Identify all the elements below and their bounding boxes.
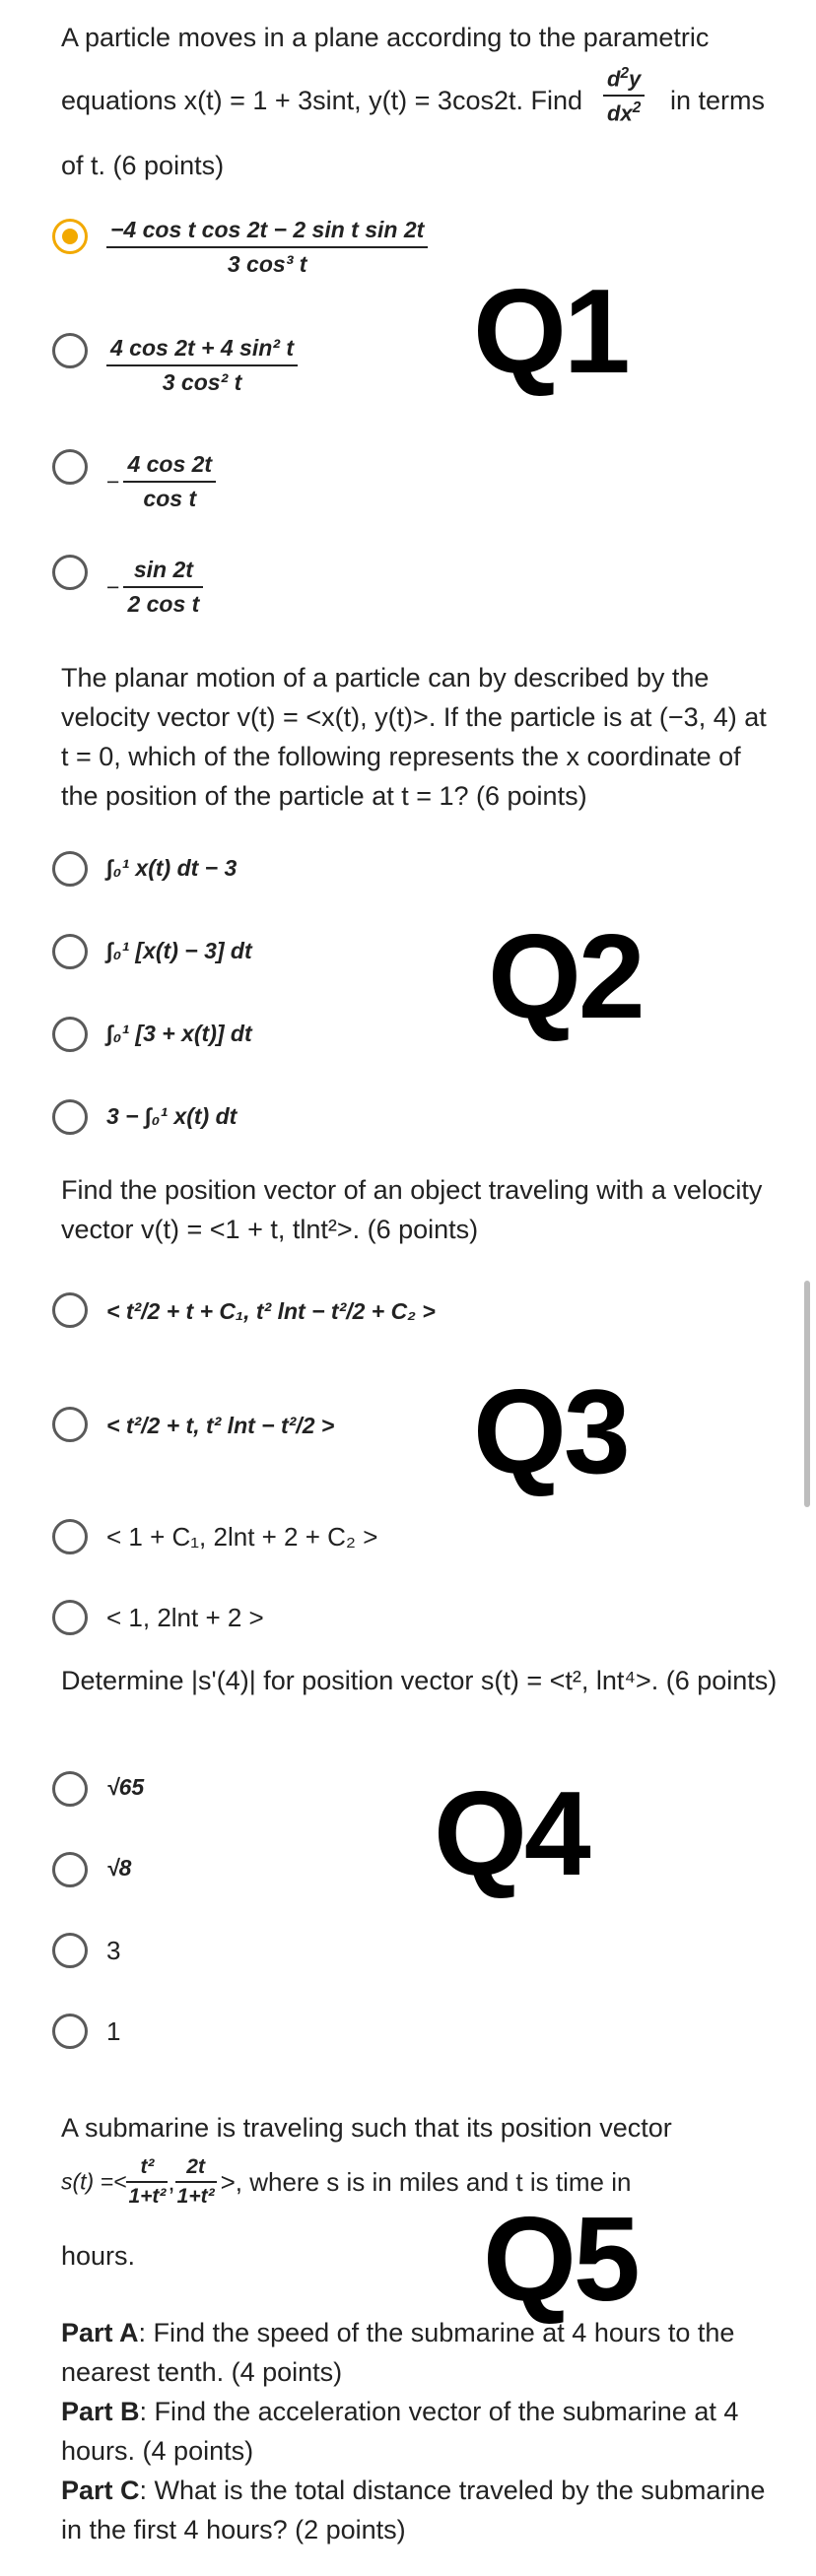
q5-frac1-den: 1+t² [128, 2185, 167, 2208]
q5-part-a [61, 2313, 781, 2392]
q4-option-1-radio[interactable] [52, 1771, 88, 1807]
q3-text: Find the position vector of an object traveling with a velocity vector v(t) = <1 + t, tlnt²>. (6 points) [61, 1175, 763, 1244]
q5-part-a-label: Part A [61, 2318, 139, 2347]
q5-part-b-label: Part B [61, 2397, 140, 2426]
q1-option-4-denominator: 2 cos t [127, 591, 200, 617]
q3-option-1[interactable]: < t²/2 + t + C₁, t² lnt − t²/2 + C₂ > [106, 1298, 436, 1324]
scrollbar-thumb[interactable] [804, 1281, 810, 1507]
q5-part-b [61, 2392, 781, 2471]
q1-option-2-denominator: 3 cos² t [162, 369, 242, 395]
q3-option-2[interactable]: < t²/2 + t, t² lnt − t²/2 > [106, 1413, 335, 1438]
q3-option-4[interactable]: < 1, 2lnt + 2 > [106, 1603, 264, 1632]
q1-option-4-sign: − [106, 573, 120, 600]
q1-label: Q1 [473, 264, 628, 398]
q2-option-4[interactable]: 3 − ∫₀¹ x(t) dt [106, 1103, 238, 1129]
q1-option-3-radio[interactable] [52, 449, 88, 485]
q1-option-3[interactable] [106, 451, 216, 512]
q3-option-2-radio[interactable] [52, 1407, 88, 1442]
q5-part-c-text: : What is the total distance traveled by the submarine in the first 4 hours? (2 points) [61, 2476, 766, 2544]
q2-option-3-radio[interactable] [52, 1017, 88, 1052]
q2-text: The planar motion of a particle can by described by the velocity vector v(t) = <x(t), y(t)>. If the particle is at (−3, 4) at t = 0, which of the following represents the x coordinate of the position of the particle at t = 1? (6 points) [61, 663, 767, 811]
q5-part-a-text: : Find the speed of the submarine at 4 hours to the nearest tenth. (4 points) [61, 2318, 735, 2387]
q2-option-1-radio[interactable] [52, 851, 88, 887]
q1-option-1-numerator: −4 cos t cos 2t − 2 sin t sin 2t [106, 217, 428, 248]
q1-option-4-numerator: sin 2t [123, 557, 203, 588]
q2-label: Q2 [488, 909, 643, 1043]
q5-part-b-text: : Find the acceleration vector of the submarine at 4 hours. (4 points) [61, 2397, 739, 2466]
q3-label: Q3 [473, 1364, 628, 1498]
q1-option-3-denominator: cos t [143, 486, 197, 511]
q3-option-1-radio[interactable] [52, 1292, 88, 1328]
q4-text: Determine |s'(4)| for position vector s(t) = <t², lnt⁴>. (6 points) [61, 1666, 778, 1695]
q2-option-3[interactable]: ∫₀¹ [3 + x(t)] dt [106, 1021, 252, 1046]
q4-label: Q4 [434, 1766, 588, 1900]
q4-option-3-radio[interactable] [52, 1933, 88, 1968]
q5-eq-suffix: >, where s is in miles and t is time in [220, 2166, 632, 2197]
q3-option-3[interactable]: < 1 + C₁, 2lnt + 2 + C₂ > [106, 1522, 378, 1552]
q1-text-line-2: equations x(t) = 1 + 3sint, y(t) = 3cos2t. Find [61, 86, 583, 115]
q1-option-1-radio[interactable] [52, 219, 88, 254]
q5-label: Q5 [483, 2192, 638, 2326]
q5-part-c [61, 2471, 781, 2549]
q2-option-4-radio[interactable] [52, 1099, 88, 1135]
q4-option-2[interactable]: √8 [106, 1855, 132, 1881]
q4-option-4[interactable]: 1 [106, 2016, 121, 2046]
q5-frac1-num: t² [126, 2155, 168, 2183]
q2-option-1[interactable]: ∫₀¹ x(t) dt − 3 [106, 855, 238, 881]
q3-option-4-radio[interactable] [52, 1600, 88, 1635]
q2-option-2[interactable]: ∫₀¹ [x(t) − 3] dt [106, 938, 252, 963]
q1-text-line-3: of t. (6 points) [61, 151, 225, 180]
q2-option-2-radio[interactable] [52, 934, 88, 969]
q1-option-2-radio[interactable] [52, 333, 88, 368]
q4-option-3[interactable]: 3 [106, 1936, 121, 1965]
q5-text-line-1: A submarine is traveling such that its position vector [61, 2113, 672, 2143]
q4-option-4-radio[interactable] [52, 2014, 88, 2049]
q4-option-2-radio[interactable] [52, 1852, 88, 1887]
q1-option-4-radio[interactable] [52, 555, 88, 590]
q5-text-line-3: hours. [61, 2241, 136, 2271]
q4-option-1[interactable]: √65 [106, 1774, 145, 1800]
q5-position-equation: s(t) =< $\frac{\text{t²}}{\text{1+t²}}$ , $\frac{2t}{\text{1+t²}}$ >, where s is in miles and t is time in [61, 2155, 632, 2208]
q1-text-line-1: A particle moves in a plane according to the parametric [61, 23, 710, 52]
q5-eq-prefix: s(t) =< [61, 2168, 127, 2195]
q1-option-3-sign: − [106, 468, 120, 495]
q5-frac2-den: 1+t² [176, 2185, 215, 2208]
q1-option-3-numerator: 4 cos 2t [123, 451, 216, 483]
q3-option-3-radio[interactable] [52, 1519, 88, 1554]
q1-option-1[interactable] [106, 217, 428, 278]
q1-option-4[interactable] [106, 557, 203, 618]
q1-text-line-2b: in terms [670, 86, 766, 115]
q1-derivative-expression: $\frac{d^2y}{dx^2}$ [603, 65, 645, 127]
q5-frac2-num: 2t [175, 2155, 217, 2183]
q1-option-2[interactable] [106, 335, 298, 396]
q1-option-1-denominator: 3 cos³ t [227, 251, 307, 277]
q5-part-c-label: Part C [61, 2476, 140, 2505]
q1-option-2-numerator: 4 cos 2t + 4 sin² t [106, 335, 298, 366]
